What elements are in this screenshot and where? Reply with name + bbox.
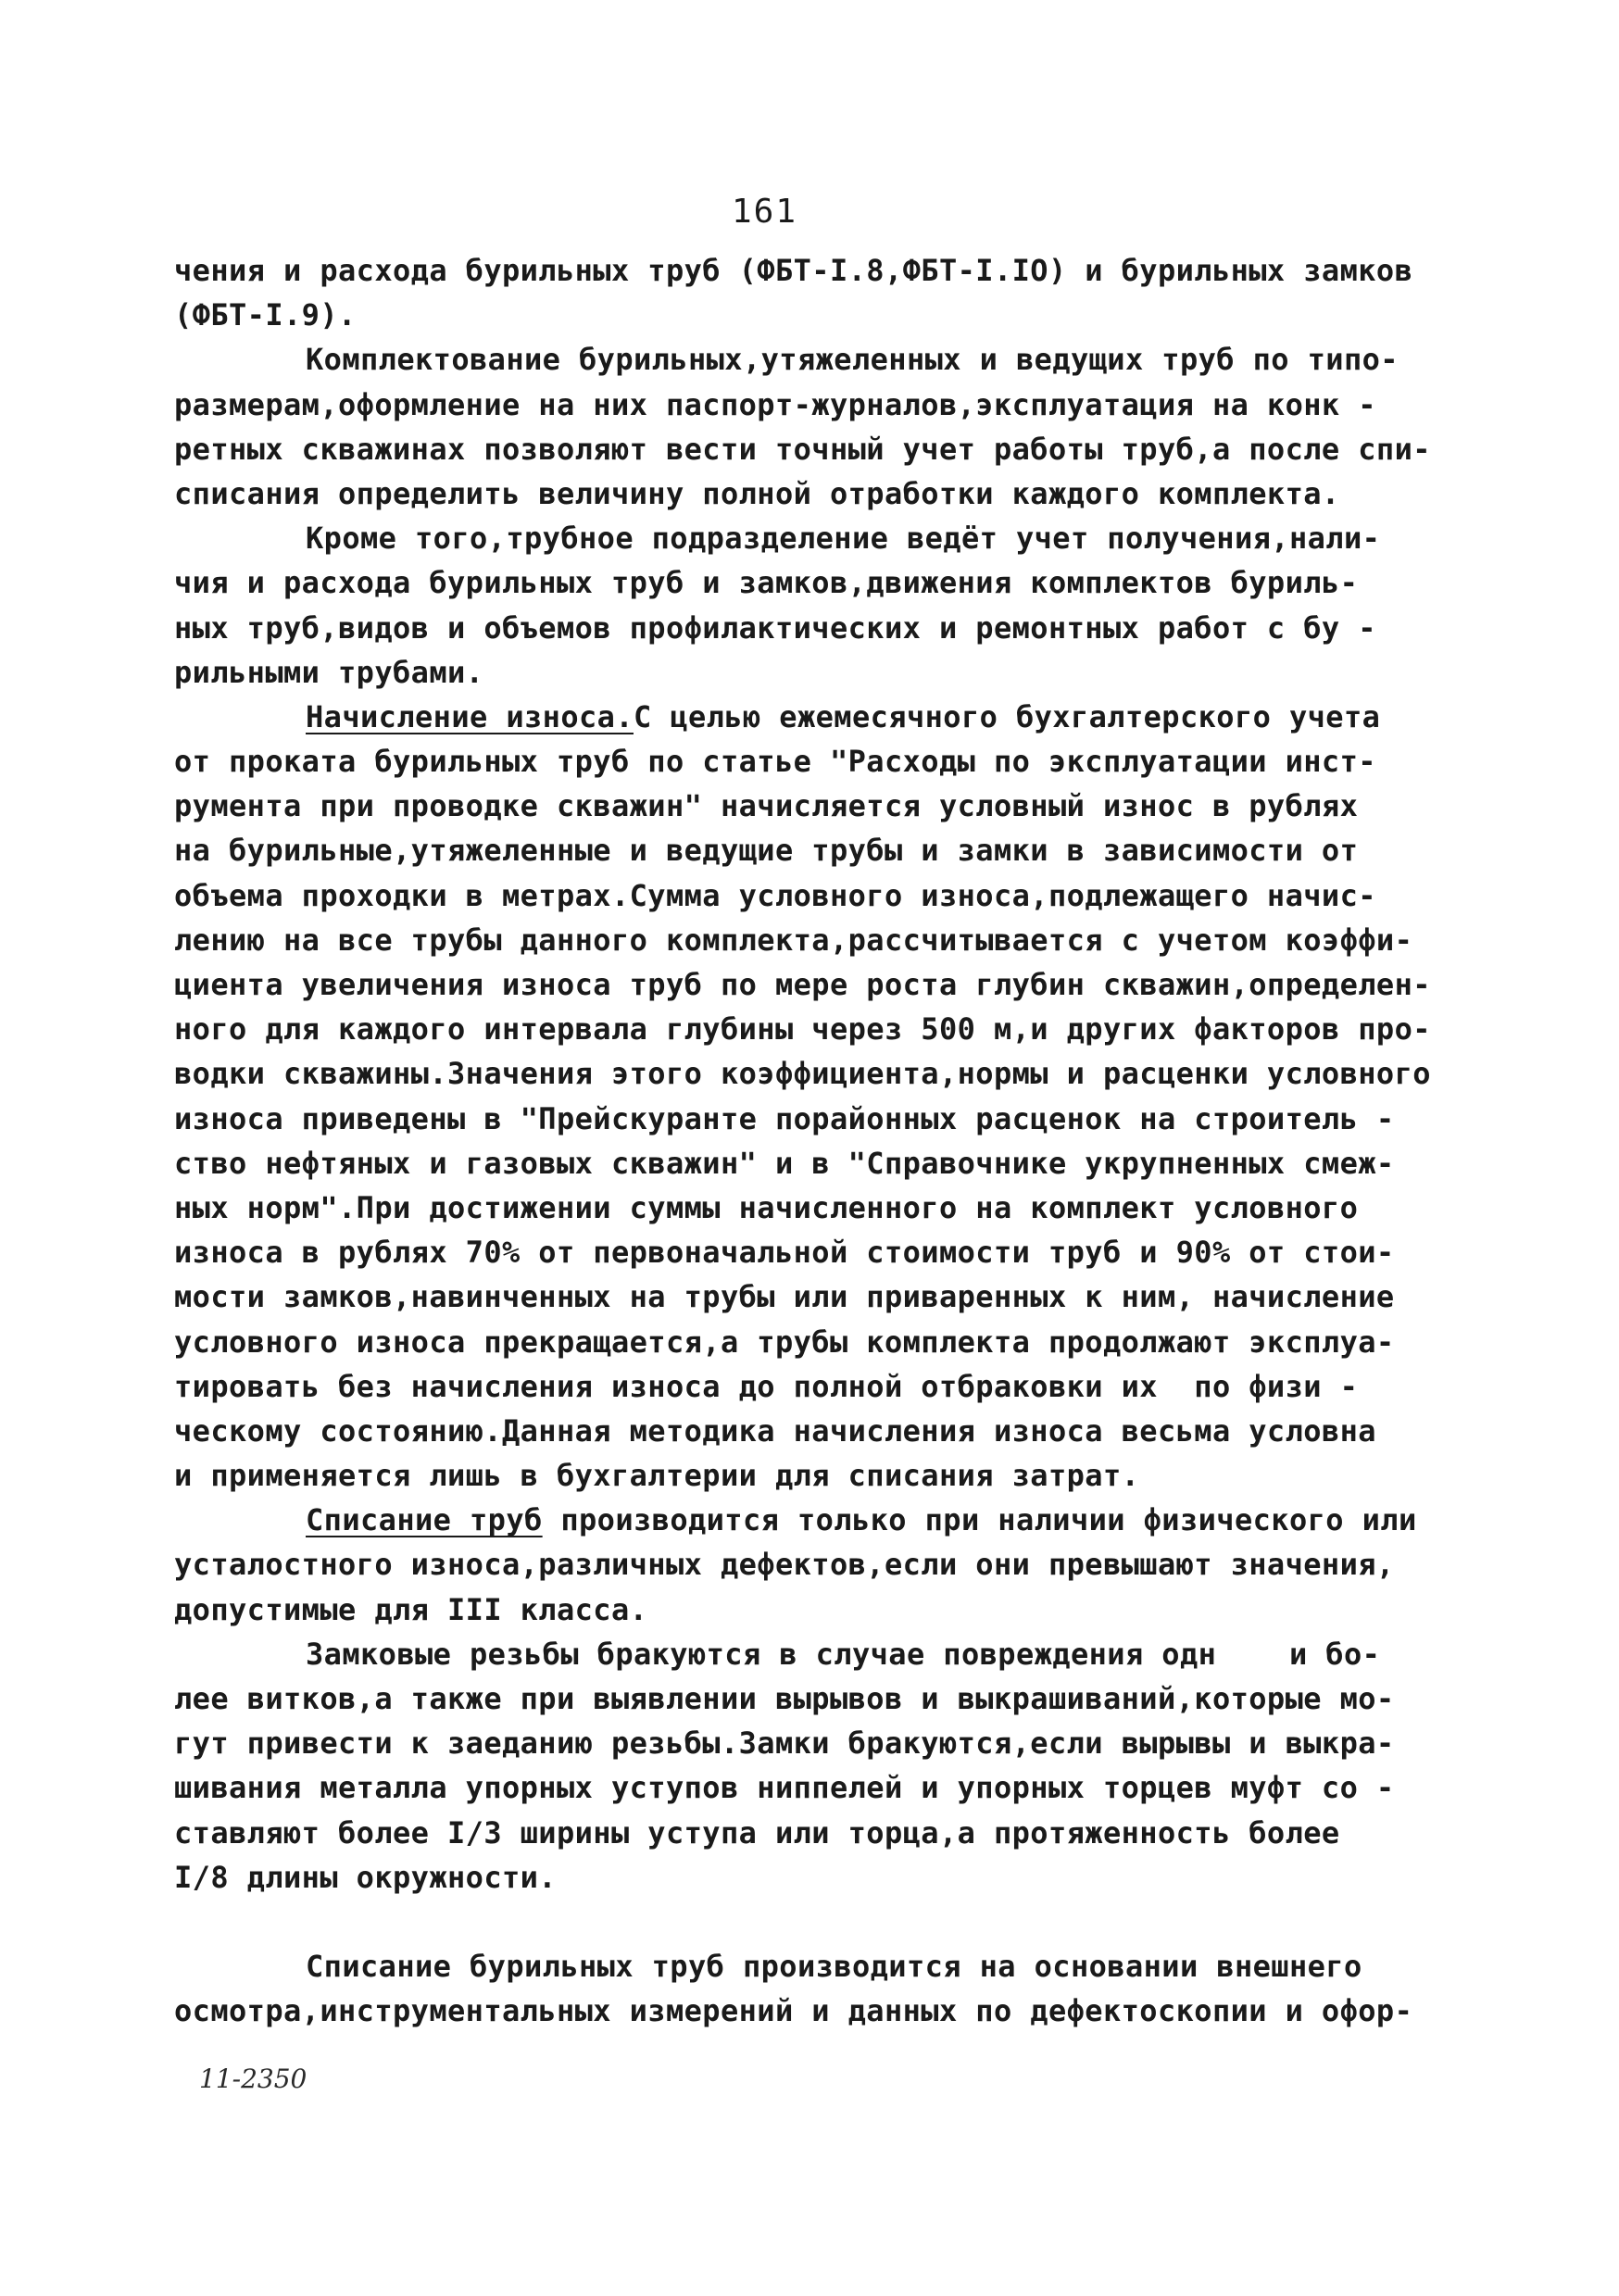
- text-line: [174, 1944, 1434, 1989]
- text-line: [174, 1274, 1434, 1319]
- line-text: ных труб,видов и объемов профилактических и ремонтных работ с бу -: [174, 609, 1376, 646]
- page-number: 161: [732, 193, 798, 231]
- text-line: [174, 293, 1434, 337]
- line-text: допустимые для III класса.: [174, 1591, 648, 1627]
- text-line: [174, 560, 1434, 605]
- line-text: мости замков,навинченных на трубы или приваренных к ним, начисление: [174, 1279, 1395, 1315]
- line-text: износа в рублях 70% от первоначальной стоимости труб и 90% от стои-: [174, 1235, 1395, 1271]
- text-line: [174, 1364, 1434, 1409]
- line-text: румента при проводке скважин" начисляется условный износ в рублях: [174, 788, 1359, 824]
- text-line: [174, 471, 1434, 516]
- text-line: [174, 1230, 1434, 1274]
- line-text: чия и расхода бурильных труб и замков,движения комплектов буриль-: [174, 565, 1359, 601]
- line-text: ретных скважинах позволяют вести точный учет работы труб,а после спи-: [174, 431, 1431, 467]
- line-text: циента увеличения износа труб по мере роста глубин скважин,определен-: [174, 967, 1431, 1002]
- line-text: Замковые резьбы бракуются в случае повреждения одн и бо-: [306, 1636, 1381, 1672]
- text-line: [174, 1453, 1434, 1498]
- line-text: производится только при наличии физического или: [542, 1502, 1417, 1538]
- line-text: условного износа прекращается,а трубы комплекта продолжают эксплуа-: [174, 1324, 1395, 1360]
- line-text: Кроме того,трубное подразделение ведёт учет получения,нали-: [306, 521, 1381, 557]
- text-line: [174, 918, 1434, 962]
- document-code: 11-2350: [199, 2064, 307, 2094]
- line-text: ставляют более I/3 ширины уступа или торца,а протяженность более: [174, 1814, 1340, 1851]
- line-text: лению на все трубы данного комплекта,рассчитывается с учетом коэффи-: [174, 922, 1413, 958]
- text-line: [174, 606, 1434, 650]
- line-text: С целью ежемесячного бухгалтерского учета: [633, 698, 1381, 734]
- line-text: чения и расхода бурильных труб (ФБТ-I.8,ФБТ-I.IO) и бурильных замков: [174, 253, 1413, 288]
- line-text: ство нефтяных и газовых скважин" и в "Справочнике укрупненных смеж-: [174, 1145, 1395, 1181]
- line-text: износа приведены в "Прейскуранте порайонных расценок на строитель -: [174, 1100, 1395, 1136]
- line-text: ных норм".При достижении суммы начисленного на комплект условного: [174, 1189, 1359, 1225]
- line-text: лее витков,а также при выявлении вырывов и выкрашиваний,которые мо-: [174, 1681, 1395, 1716]
- section-heading: Списание труб: [306, 1502, 543, 1538]
- text-line: [174, 1051, 1434, 1096]
- text-line: [174, 1900, 1434, 1944]
- text-line: [174, 962, 1434, 1007]
- line-text: I/8 длины окружности.: [174, 1859, 557, 1895]
- text-line: [174, 337, 1434, 382]
- text-line: [174, 1855, 1434, 1900]
- text-line: [174, 427, 1434, 471]
- line-text: и применяется лишь в бухгалтерии для списания затрат.: [174, 1458, 1140, 1494]
- text-line: [174, 1097, 1434, 1141]
- text-line: [174, 828, 1434, 872]
- line-text: от проката бурильных труб по статье "Расходы по эксплуатации инст-: [174, 744, 1376, 780]
- line-text: размерам,оформление на них паспорт-журналов,эксплуатация на конк -: [174, 386, 1376, 422]
- text-line: [174, 1186, 1434, 1230]
- line-text: Списание бурильных труб производится на основании внешнего: [306, 1949, 1362, 1985]
- text-line: [174, 1542, 1434, 1587]
- text-line: [174, 1765, 1434, 1810]
- line-text: (ФБТ-I.9).: [174, 297, 357, 333]
- text-line: [174, 1007, 1434, 1051]
- text-line: [174, 383, 1434, 427]
- line-text: ного для каждого интервала глубины через 500 м,и других факторов про-: [174, 1011, 1431, 1048]
- body-text: [174, 248, 1434, 2034]
- text-line: [174, 1676, 1434, 1721]
- line-text: ческому состоянию.Данная методика начисления износа весьма условна: [174, 1412, 1376, 1449]
- text-line: [174, 248, 1434, 293]
- line-text: Комплектование бурильных,утяжеленных и ведущих труб по типо-: [306, 342, 1399, 378]
- line-text: водки скважины.Значения этого коэффициента,нормы и расценки условного: [174, 1056, 1431, 1092]
- text-line: [174, 1721, 1434, 1765]
- line-text: гут привести к заеданию резьбы.Замки бракуются,если вырывы и выкра-: [174, 1725, 1395, 1762]
- line-text: на бурильные,утяжеленные и ведущие трубы и замки в зависимости от: [174, 833, 1359, 869]
- text-line: [174, 784, 1434, 828]
- text-line: [174, 1587, 1434, 1632]
- text-line: [174, 1811, 1434, 1855]
- line-text: рильными трубами.: [174, 654, 484, 690]
- text-line: [174, 873, 1434, 918]
- line-text: шивания металла упорных уступов ниппелей и упорных торцев муфт со -: [174, 1770, 1395, 1806]
- line-text: усталостного износа,различных дефектов,если они превышают значения,: [174, 1547, 1395, 1583]
- line-text: списания определить величину полной отработки каждого комплекта.: [174, 475, 1340, 511]
- text-line: [174, 1989, 1434, 2033]
- text-line: [174, 695, 1434, 739]
- text-line: [174, 516, 1434, 560]
- text-line: [174, 739, 1434, 784]
- line-text: объема проходки в метрах.Сумма условного износа,подлежащего начис-: [174, 877, 1376, 913]
- text-line: [174, 1320, 1434, 1364]
- text-line: [174, 1141, 1434, 1186]
- text-line: [174, 650, 1434, 695]
- text-line: [174, 1409, 1434, 1453]
- text-line: [174, 1632, 1434, 1676]
- line-text: тировать без начисления износа до полной отбраковки их по физи -: [174, 1368, 1359, 1404]
- text-line: [174, 1498, 1434, 1542]
- line-text: осмотра,инструментальных измерений и данных по дефектоскопии и офор-: [174, 1993, 1413, 2029]
- section-heading: Начисление износа.: [306, 698, 634, 734]
